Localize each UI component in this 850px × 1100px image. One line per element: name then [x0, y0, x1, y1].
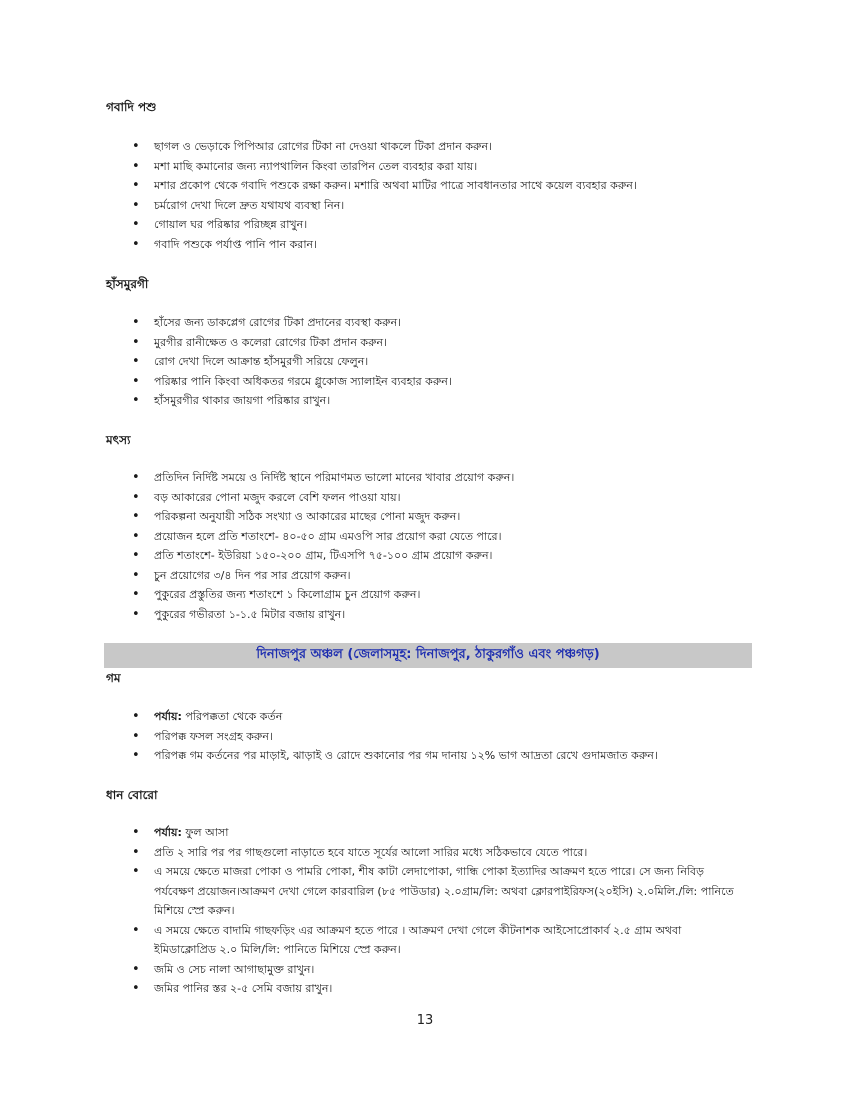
list-item: • চর্মরোগ দেখা দিলে দ্রুত যথাযথ ব্যবস্থা নিন। — [106, 196, 746, 216]
list-item: • রোগ দেখা দিলে আক্রান্ত হাঁসমুরগী সরিয়ে ফেলুন। — [106, 352, 746, 372]
list-item: • হাঁসমুরগীর থাকার জায়গা পরিষ্কার রাখুন। — [106, 391, 746, 411]
section-heading-boro-rice: ধান বোরো — [106, 788, 158, 802]
list-item: • হাঁসের জন্য ডাকপ্লেগ রোগের টিকা প্রদানের ব্যবস্থা করুন। — [106, 313, 746, 333]
section-heading-wheat: গম — [106, 671, 121, 685]
list-item: • মুরগীর রানীক্ষেত ও কলেরা রোগের টিকা প্রদান করুন। — [106, 333, 746, 353]
livestock-list — [106, 137, 746, 254]
region-banner-title: দিনাজপুর অঞ্চল (জেলাসমূহ: দিনাজপুর, ঠাকুরগাঁও এবং পঞ্চগড়) — [256, 647, 600, 662]
stage-value: পরিপক্কতা থেকে কর্তন — [181, 710, 283, 723]
list-item: • জমি ও সেচ নালা আগাছামুক্ত রাখুন। — [106, 960, 746, 980]
list-item: • প্রয়োজন হলে প্রতি শতাংশে- ৪০-৫০ গ্রাম এমওপি সার প্রয়োগ করা যেতে পারে। — [106, 527, 746, 547]
stage-label: পর্যায়: — [154, 826, 182, 839]
list-item: • পরিপক্ক ফসল সংগ্রহ করুন। — [106, 727, 746, 747]
poultry-list — [106, 313, 746, 411]
stage-value: ফুল আসা — [181, 826, 229, 839]
stage-item — [106, 707, 746, 727]
list-item: • জমির পানির স্তর ২-৫ সেমি বজায় রাখুন। — [106, 979, 746, 999]
stage-item — [106, 823, 746, 843]
list-item: • গবাদি পশুকে পর্যাপ্ত পানি পান করান। — [106, 235, 746, 255]
region-banner — [104, 643, 752, 668]
wheat-list — [106, 707, 746, 766]
list-item: • চুন প্রয়োগের ৩/৪ দিন পর সার প্রয়োগ করুন। — [106, 566, 746, 586]
list-item: • বড় আকারের পোনা মজুদ করলে বেশি ফলন পাওয়া যায়। — [106, 488, 746, 508]
section-heading-poultry: হাঁসমুরগী — [106, 277, 149, 291]
list-item: • ছাগল ও ভেড়াকে পিপিআর রোগের টিকা না দেওয়া থাকলে টিকা প্রদান করুন। — [106, 137, 746, 157]
list-item: • মশা মাছি কমানোর জন্য ন্যাপথালিন কিংবা তারপিন তেল ব্যবহার করা যায়। — [106, 157, 746, 177]
list-item: • পুকুরের প্রস্তুতির জন্য শতাংশে ১ কিলোগ্রাম চুন প্রয়োগ করুন। — [106, 585, 746, 605]
list-item: • এ সময়ে ক্ষেতে বাদামি গাছফড়িং এর আক্রমণ হতে পারে । আক্রমণ দেখা গেলে কীটনাশক আইসোপ্রোকার্ব ২.৫ গ্রাম অথবা ইমিডাক্লোপ্রিড ২.০ মিলি/লি: পানিতে মিশিয়ে স্প্রে করুন। — [106, 921, 746, 960]
page-number: 13 — [416, 1013, 434, 1028]
stage-label: পর্যায়: — [154, 710, 182, 723]
list-item: • প্রতিদিন নির্দিষ্ট সময়ে ও নির্দিষ্ট স্থানে পরিমাণমত ভালো মানের খাবার প্রয়োগ করুন। — [106, 468, 746, 488]
section-heading-livestock: গবাদি পশু — [106, 100, 157, 114]
boro-rice-list — [106, 823, 746, 999]
list-item: • পরিপক্ক গম কর্তনের পর মাড়াই, ঝাড়াই ও রোদে শুকানোর পর গম দানায় ১২% ভাগ আদ্রতা রেখে গুদামজাত করুন। — [106, 746, 746, 766]
list-item: • প্রতি শতাংশে- ইউরিয়া ১৫০-২০০ গ্রাম, টিএসপি ৭৫-১০০ গ্রাম প্রয়োগ করুন। — [106, 546, 746, 566]
section-heading-fisheries: মৎস্য — [106, 433, 131, 447]
list-item: • পরিকল্পনা অনুযায়ী সঠিক সংখ্যা ও আকারের মাছের পোনা মজুদ করুন। — [106, 507, 746, 527]
list-item: • পরিষ্কার পানি কিংবা অধিকতর গরমে গ্লুকোজ স্যালাইন ব্যবহার করুন। — [106, 372, 746, 392]
list-item: • মশার প্রকোপ থেকে গবাদি পশুকে রক্ষা করুন। মশারি অথবা মাটির পাত্রে সাবধানতার সাথে কয়েল ব্যবহার করুন। — [106, 176, 746, 196]
list-item: • প্রতি ২ সারি পর পর গাছগুলো নাড়াতে হবে যাতে সূর্যের আলো সারির মধ্যে সঠিকভাবে যেতে পারে। — [106, 843, 746, 863]
list-item: • এ সময়ে ক্ষেতে মাজরা পোকা ও পামরি পোকা, শীষ কাটা লেদাপোকা, গান্ধি পোকা ইত্যাদির আক্রমণ হতে পারে। সে জন্য নিবিড় পর্যবেক্ষণ প্রয়োজন।আক্রমণ দেখা গেলে কারবারিল (৮৫ পাউডার) ২.০গ্রাম/লি: অথবা ক্লোরপাইরিফস(২০ইসি) ২.০মিলি./লি: পানিতে মিশিয়ে স্প্রে করুন। — [106, 862, 746, 921]
list-item: • গোয়াল ঘর পরিষ্কার পরিচ্ছন্ন রাখুন। — [106, 215, 746, 235]
list-item: • পুকুরের গভীরতা ১-১.৫ মিটার বজায় রাখুন। — [106, 605, 746, 625]
fisheries-list — [106, 468, 746, 624]
